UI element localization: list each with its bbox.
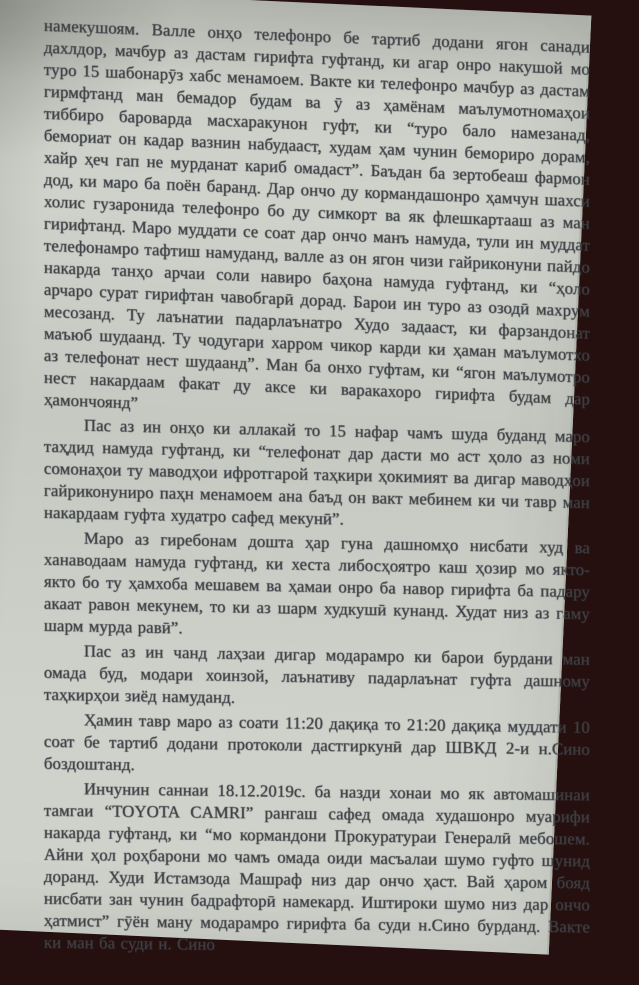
paragraph-5: Ҳамин тавр маро аз соати 11:20 дақиқа то 21:20 дақиқа муддати 10 соат бе тартиб додани протоколи дастгиркунӣ дар ШВКД 2-и н.Сино боздоштанд. [43, 710, 590, 775]
paragraph-3: Маро аз гиребонам дошта ҳар гуна дашномҳо нисбати худ ва ханаводаам намуда гуфтанд, ки хеста либосҳоятро каш ҳозир мо якто-якто бо ту ҳамхоба мешавем ва ҳамаи онро ба навор гирифта ба падару акаат равон мекунем, то ки аз шарм худкушӣ кунанд. Худат низ аз гаму шарм мурда равӣ”. [43, 528, 590, 638]
paragraph-1: намекушоям. Валле онҳо телефонро бе тартиб додани ягон санади дахлдор, мачбур аз дастам гирифта гуфтанд, ки агар онро накушой мо туро 15 шабонарӯз хабс менамоем. Вакте ки телефонро мачбур аз дастам гирмфтанд ман бемадор будам ва ӯ аз ҳамёнам маълумотномаҳои тиббиро бароварда масхаракунон гуфт, ки “туро бало намезанад, бемориат он кадар вазнин набудааст, худам ҳам чунин бемориро дорам, хайр ҳеч гап не мурданат кариб омадаст”. Баъдан ба зертобеаш фармон дод, ки маро ба поён баранд. Дар ончо ду кормандашонро ҳамчун шахси холис гузаронида телефонро бо ду симкорт ва як флешкартааш аз ман гирифтанд. Маро муддати се соат дар ончо манъ намуда, тули ин муддат телефонамро тафтиш намуданд, валле аз он ягон чизи гайриконуни пайдо накарда танҳо арчаи соли навиро баҳона намуда гуфтанд, ки “ҳоло арчаро сурат гирифтан чавобгарӣ дорад. Барои ин туро аз озодӣ махрум месозанд. Ту лаънатии падарлаънатро Худо задааст, ки фарзандонат маъюб шудаанд. Ту чодугари харром чикор карди ки ҳаман маълумотхо аз телефонат нест шудаанд”. Ман ба онхо гуфтам, ки “ягон маълумотро нест накардаам факат ду аксе ки варакахоро гирифта будам дар ҳамончоянд” [43, 15, 590, 413]
paragraph-4: Пас аз ин чанд лаҳзаи дигар модарамро ки барои бурдани ман омада буд, модари хоинзой, лаънативу падарлаънат гуфта дашному таҳкирҳои зиёд намуданд. [43, 641, 590, 707]
paragraph-6: Инчунин саннаи 18.12.2019с. ба назди хонаи мо як автомашинаи тамгаи “TOYOTA CAMRI” рангаш сафед омада худашонро муарифи накарда гуфтанд, ки “мо кормандони Прокуратураи Генералӣ мебошем. Айни ҳол роҳбарони мо чамъ омада оиди масъалаи шумо гуфто шунид доранд. Худи Истамзода Машраф низ дар ончо ҳаст. Вай ҳаром бояд нисбати зан чунин бадрафторӣ намекард. Иштироки шумо низ дар ончо ҳатмист” гӯён ману модарамро гирифта ба суди н.Сино бурданд. Вакте ки ман ба суди н. Сино [43, 779, 590, 954]
paragraph-2: Пас аз ин онҳо ки аллакай то 15 нафар чамъ шуда буданд маро таҳдид намуда гуфтанд, ки “телефонат дар дасти мо аст ҳоло аз номи сомонаҳои ту маводҳои ифротгарой таҳкири ҳокимият ва дигар маводҳои гайриконуниро паҳн менамоем ана баъд он вакт мебинем ки чи тавр ман накардаам гуфта худатро сафед мекунӣ”. [43, 415, 590, 529]
document-text [44, 15, 590, 957]
